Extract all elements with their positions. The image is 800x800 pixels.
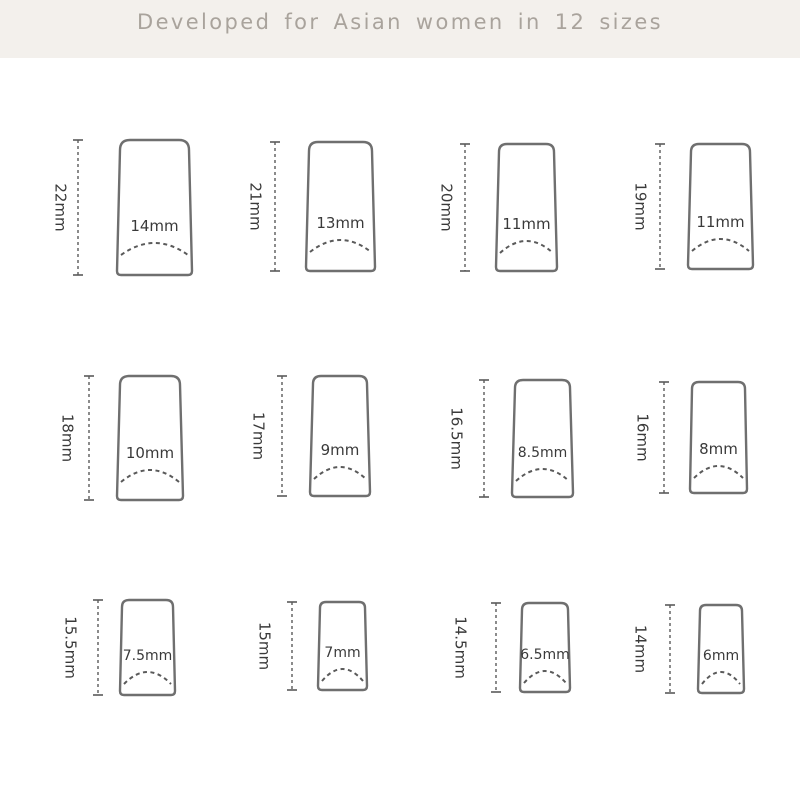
length-label-12: 14mm [631, 624, 650, 674]
length-label-11: 14.5mm [451, 616, 470, 679]
width-label-12: 6mm [702, 648, 740, 664]
nail-outline-5 [117, 376, 183, 500]
nail-outline-4 [688, 144, 753, 269]
width-label-1: 14mm [130, 217, 179, 235]
length-label-1: 22mm [51, 183, 70, 232]
width-label-4: 11mm [696, 213, 745, 231]
width-label-9: 7.5mm [122, 648, 173, 664]
nail-outline-8 [690, 382, 747, 493]
width-label-5: 10mm [125, 444, 175, 462]
width-label-7: 8.5mm [517, 445, 568, 461]
width-label-6: 9mm [320, 441, 360, 459]
length-label-5: 18mm [58, 413, 77, 463]
width-label-2: 13mm [316, 214, 365, 232]
nail-outline-1 [117, 140, 192, 275]
length-label-6: 17mm [249, 411, 268, 461]
length-label-10: 15mm [255, 621, 274, 671]
width-label-8: 8mm [699, 440, 738, 458]
nail-outline-6 [310, 376, 370, 496]
page-title: Developed for Asian women in 12 sizes [137, 10, 663, 34]
length-label-9: 15.5mm [61, 616, 80, 679]
width-label-10: 7mm [324, 645, 361, 661]
length-label-3: 20mm [437, 183, 456, 232]
nail-outline-7 [512, 380, 573, 497]
length-label-7: 16.5mm [447, 407, 466, 470]
nail-outline-2 [306, 142, 375, 271]
length-label-2: 21mm [246, 182, 265, 231]
length-label-4: 19mm [631, 182, 650, 231]
nail-outline-3 [496, 144, 557, 271]
width-label-11: 6.5mm [520, 647, 570, 663]
length-label-8: 16mm [633, 413, 652, 462]
width-label-3: 11mm [502, 215, 551, 233]
